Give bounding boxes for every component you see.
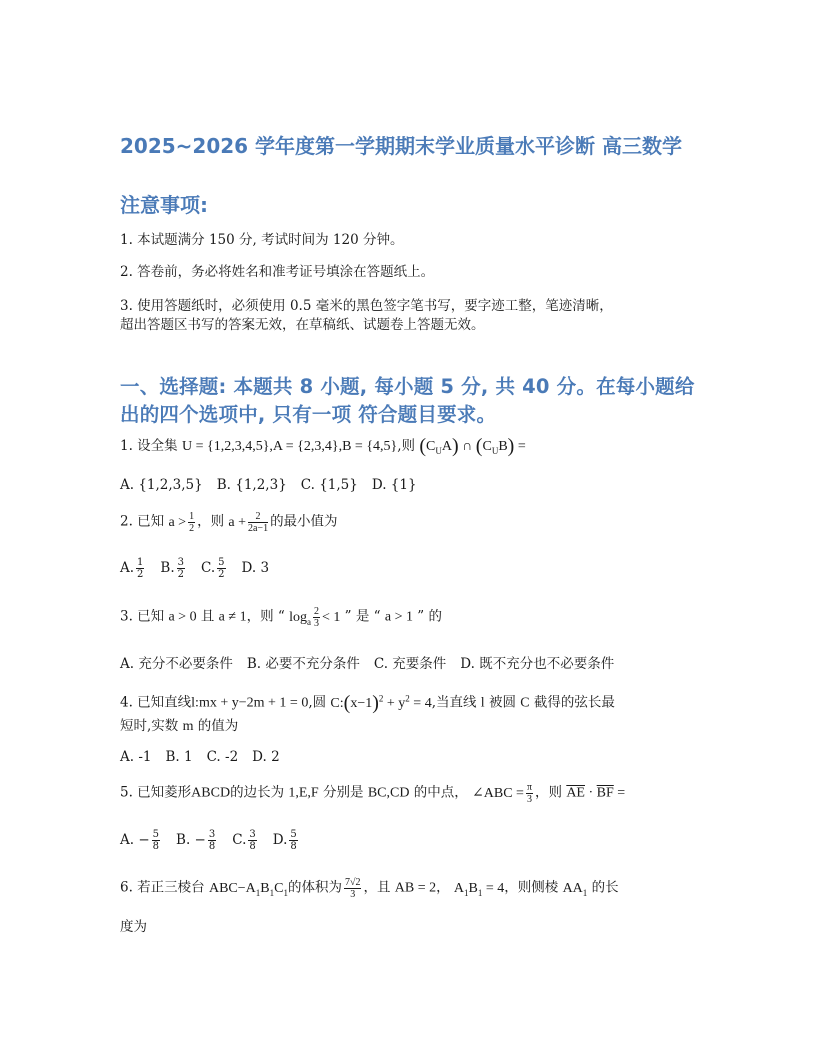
q3-and: 且: [200, 608, 215, 625]
notice-item-1: 1. 本试题满分 150 分, 考试时间为 120 分钟。: [120, 232, 404, 248]
q4-line2-b: 的值为: [197, 718, 239, 734]
notice-heading: 注意事项:: [120, 193, 208, 217]
q1-then: ,则: [397, 438, 416, 454]
q2-option-d: D. 3: [241, 560, 270, 576]
q4-option-a: A. -1: [120, 749, 152, 765]
section-heading-line1: 一、选择题: 本题共 8 小题, 每小题 5 分, 共 40 分。在每小题给: [120, 375, 695, 398]
q5-dot-product: $\overline{AE} \cdot \overline{BF}$ =: [566, 785, 626, 801]
q1-prefix: 1. 设全集: [120, 438, 178, 454]
q5-option-a: A. − $\frac{5}{8}$: [120, 829, 160, 852]
question-1: [120, 437, 526, 460]
q5-abcd: ABCD: [191, 785, 231, 801]
q3-prefix: 3. 已知: [120, 608, 165, 625]
question-2: [120, 511, 338, 534]
q3-a-ne-1: a ≠ 1: [218, 609, 247, 625]
q4-c: C: [520, 695, 530, 711]
question-3: [120, 606, 442, 631]
q1-option-a: A. {1,2,3,5}: [120, 477, 203, 493]
q4-line-equation: l:mx + y−2m + 1 = 0: [191, 695, 309, 711]
q4-option-b: B. 1: [165, 749, 193, 765]
q4-options: [120, 748, 294, 766]
q6-comma: ，: [436, 879, 450, 896]
q5-are: 分别是: [323, 784, 364, 801]
q5-option-d: D. $\frac{5}{8}$: [272, 829, 297, 852]
q4-cut: 截得的弦长最: [533, 694, 615, 711]
q1-option-b: B. {1,2,3}: [216, 477, 287, 493]
q6-prefix: 6. 若正三棱台: [120, 879, 205, 896]
question-4-line2: [120, 717, 238, 736]
q3-a-gt-0: a > 0: [168, 609, 197, 625]
q3-option-d: D. 既不充分也不必要条件: [460, 656, 615, 672]
q2-option-b: B. $\frac{3}{2}$: [160, 557, 185, 580]
q1-option-c: C. {1,5}: [300, 477, 358, 493]
q3-then: ，则 “: [246, 608, 285, 625]
q2-condition: a > $\frac{1}{2}$: [168, 511, 195, 534]
q6-frustum: $ABC-A_1B_1C_1$: [208, 880, 288, 898]
q2-tail: 的最小值为: [270, 513, 338, 530]
q5-then: ，则: [535, 784, 563, 801]
q3-option-a: A. 充分不必要条件: [120, 656, 233, 672]
q2-option-a: A. $\frac{1}{2}$: [120, 557, 144, 580]
q3-option-c: C. 充要条件: [373, 656, 447, 672]
q6-ab: AB = 2: [394, 880, 437, 896]
q3-option-b: B. 必要不充分条件: [246, 656, 360, 672]
q2-expression: a + $\frac{2}{2a-1}$: [228, 511, 269, 534]
q5-option-c: C. $\frac{3}{8}$: [232, 829, 256, 852]
q5-option-b: B. − $\frac{3}{8}$: [176, 829, 216, 852]
q5-angle: ∠ABC = $\frac{\pi}{3}$: [472, 782, 533, 805]
question-5: [120, 782, 625, 805]
q4-option-d: D. 2: [252, 749, 280, 765]
q3-log-expression: $\log_a$ $\frac{2}{3}$ < 1: [289, 606, 341, 629]
q5-side: 的边长为: [230, 784, 285, 801]
q4-prefix: 4. 已知直线: [120, 694, 192, 711]
q1-sets: U = {1,2,3,4,5},A = {2,3,4},B = {4,5}: [181, 439, 398, 454]
q5-prefix: 5. 已知菱形: [120, 784, 192, 801]
q6-aa1: $AA_1$: [562, 880, 588, 898]
q6-len: 的长: [591, 879, 619, 896]
q4-circle-word: ,圆: [308, 694, 327, 711]
q5-one-ef: 1,E,F: [288, 785, 319, 801]
q2-options: [120, 557, 283, 580]
q4-m: m: [182, 719, 194, 734]
q2-cond-text: ，则: [197, 513, 225, 530]
notice-item-3: 3. 使用答题纸时，必须使用 0.5 毫米的黑色签字笔书写，要字迹工整，笔迹清晰，: [120, 298, 613, 314]
q3-a-gt-1: a > 1: [384, 609, 413, 625]
q1-expression: $(C_UA)$ ∩ $(C_UB)$ =: [419, 435, 526, 457]
question-6-line1: [120, 877, 619, 902]
q2-prefix: 2. 已知: [120, 513, 165, 530]
question-4-line1: [120, 689, 615, 713]
q4-circle-equation: $C:(x-1)^2 + y^2 = 4$: [330, 691, 432, 714]
exam-title: 2025~2026 学年度第一学期期末学业质量水平诊断 高三数学: [120, 134, 683, 158]
q3-tail: ” 的: [417, 608, 442, 625]
q6-vol: 的体积为: [287, 879, 342, 896]
q4-when: ,当直线: [431, 694, 477, 711]
q5-mid: 的中点，: [413, 784, 468, 801]
q4-line2-a: 短时,实数: [120, 718, 179, 734]
q6-then: ，则侧棱: [504, 879, 559, 896]
q3-mid: ” 是 “: [344, 608, 381, 625]
q5-options: [120, 829, 314, 852]
notice-item-2: 2. 答卷前，务必将姓名和准考证号填涂在答题纸上。: [120, 264, 435, 280]
notice-item-3-cont: 超出答题区书写的答案无效，在草稿纸、试题卷上答题无效。: [120, 317, 485, 333]
q6-and: ，且: [363, 879, 391, 896]
q6-volume-value: $\frac{7√2}{3}$: [344, 877, 361, 900]
q4-l: l: [480, 695, 485, 711]
q4-by: 被圆: [488, 694, 516, 711]
q1-options: [120, 476, 431, 494]
q6-a1b1: $A_1B_1 = 4$: [453, 880, 505, 898]
q2-option-c: C. $\frac{5}{2}$: [201, 557, 225, 580]
q1-option-d: D. {1}: [371, 477, 417, 493]
question-6-line2: 度为: [120, 919, 147, 935]
q5-bc-cd: BC,CD: [367, 785, 410, 801]
q3-options: [120, 655, 614, 673]
q4-option-c: C. -2: [206, 749, 239, 765]
section-heading-line2: 出的四个选项中, 只有一项 符合题目要求。: [120, 403, 497, 426]
